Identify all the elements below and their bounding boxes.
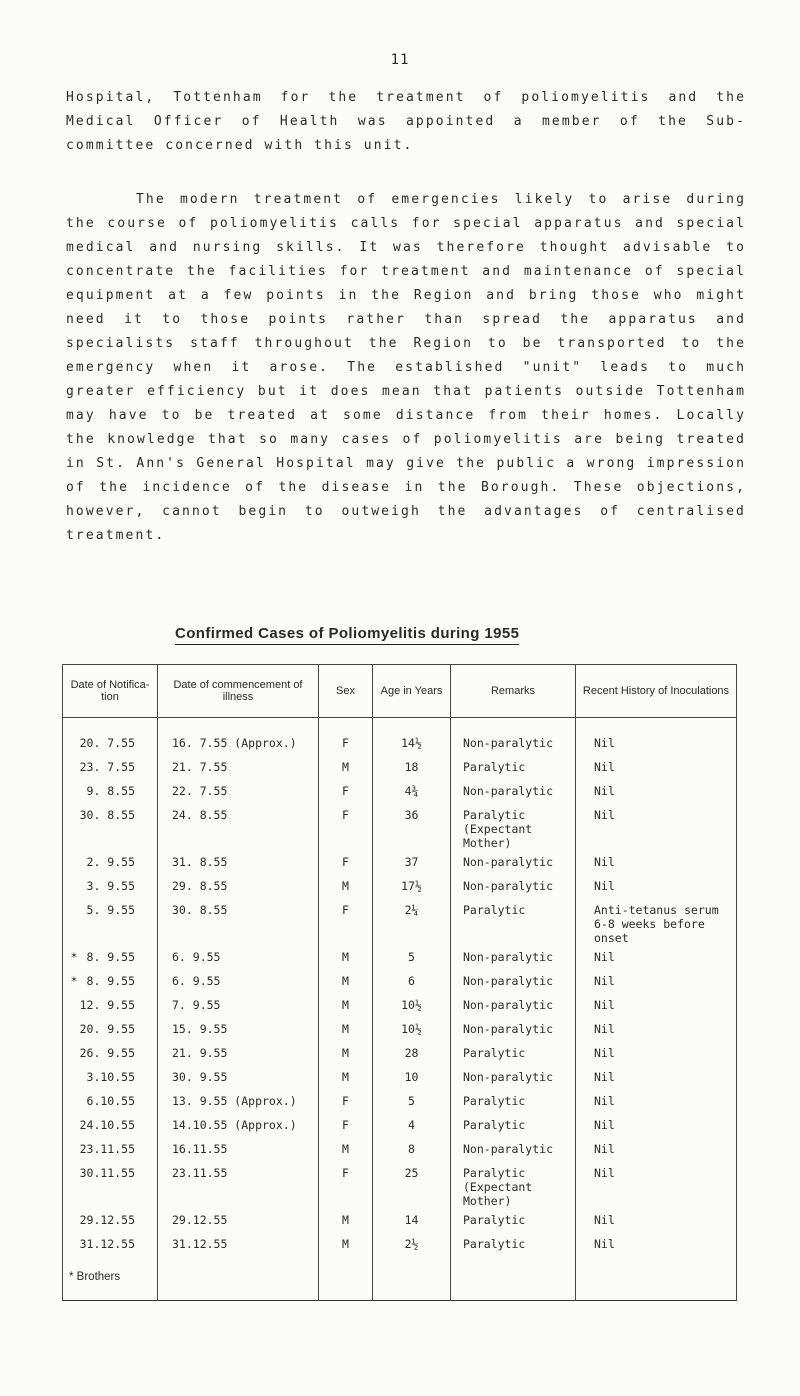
footnote: * Brothers xyxy=(63,1256,158,1301)
sex-cell: M xyxy=(319,993,373,1017)
notification-date-value: 3.10.55 xyxy=(86,1070,135,1084)
notification-date-value: 6.10.55 xyxy=(86,1094,135,1108)
sex-cell: F xyxy=(319,718,373,756)
sex-cell: M xyxy=(319,945,373,969)
table-row xyxy=(63,779,737,803)
table-row xyxy=(63,1065,737,1089)
notification-date-cell xyxy=(63,1017,158,1041)
age-cell: 14½ xyxy=(373,718,451,756)
notification-date-value: 26. 9.55 xyxy=(79,1046,135,1060)
inoculation-history-cell: Nil xyxy=(576,718,737,756)
empty-cell xyxy=(373,1256,451,1301)
age-cell: 2¼ xyxy=(373,898,451,945)
commencement-date-cell: 6. 9.55 xyxy=(158,945,319,969)
table-row xyxy=(63,945,737,969)
body-paragraph-2: The modern treatment of emergencies likely to arise during the course of poliomyelitis calls for special apparatus and special medical and nursing skills. It was therefore thought advisable to concentrate the facilities for treatment and maintenance of special equipment at a few points in the Region and bring those who might need it to those points rather than spread the apparatus and specialists staff throughout the Region to be transported to the emergency when it arose. The established "unit" leads to much greater efficiency but it does mean that patients outside Tottenham may have to be treated at some distance from their homes. Locally the knowledge that so many cases of poliomyelitis are being treated in St. Ann's General Hospital may give the public a wrong impression of the incidence of the disease in the Borough. These objections, however, cannot begin to outweigh the advantages of centralised treatment. xyxy=(66,192,746,543)
commencement-date-cell: 6. 9.55 xyxy=(158,969,319,993)
age-cell: 25 xyxy=(373,1161,451,1208)
notification-date-value: 3. 9.55 xyxy=(86,879,135,893)
notification-date-cell xyxy=(63,898,158,945)
inoculation-history-cell: Nil xyxy=(576,1208,737,1232)
notification-date-cell xyxy=(63,850,158,874)
commencement-date-cell: 21. 7.55 xyxy=(158,755,319,779)
commencement-date-cell: 13. 9.55 (Approx.) xyxy=(158,1089,319,1113)
sex-cell: F xyxy=(319,803,373,850)
poliomyelitis-cases-table xyxy=(62,664,737,1301)
age-cell: 5 xyxy=(373,945,451,969)
remarks-cell: Non-paralytic xyxy=(451,850,576,874)
remarks-cell: Paralytic xyxy=(451,755,576,779)
notification-date-cell xyxy=(63,1065,158,1089)
inoculation-history-cell: Nil xyxy=(576,969,737,993)
table-row xyxy=(63,755,737,779)
footnote-row xyxy=(63,1256,737,1301)
notification-date-value: 29.12.55 xyxy=(79,1213,135,1227)
notification-date-value: 8. 9.55 xyxy=(86,950,135,964)
commencement-date-cell: 31.12.55 xyxy=(158,1232,319,1256)
remarks-cell: Paralytic xyxy=(451,1113,576,1137)
commencement-date-cell: 7. 9.55 xyxy=(158,993,319,1017)
sex-cell: M xyxy=(319,1208,373,1232)
sex-cell: M xyxy=(319,755,373,779)
remarks-cell: Non-paralytic xyxy=(451,1137,576,1161)
commencement-date-cell: 30. 8.55 xyxy=(158,898,319,945)
notification-date-cell xyxy=(63,718,158,756)
commencement-date-cell: 16.11.55 xyxy=(158,1137,319,1161)
notification-date-value: 9. 8.55 xyxy=(86,784,135,798)
sex-cell: M xyxy=(319,969,373,993)
notification-date-value: 31.12.55 xyxy=(79,1237,135,1251)
inoculation-history-cell: Nil xyxy=(576,755,737,779)
notification-date-cell xyxy=(63,993,158,1017)
age-cell: 28 xyxy=(373,1041,451,1065)
table-header-row xyxy=(63,665,737,718)
notification-date-value: 2. 9.55 xyxy=(86,855,135,869)
table-row xyxy=(63,803,737,850)
inoculation-history-cell: Anti-tetanus serum 6-8 weeks before onset xyxy=(576,898,737,945)
sex-cell: M xyxy=(319,1065,373,1089)
age-cell: 10 xyxy=(373,1065,451,1089)
header-sex: Sex xyxy=(319,665,373,718)
commencement-date-cell: 22. 7.55 xyxy=(158,779,319,803)
table-body xyxy=(63,718,737,1301)
header-commencement-date: Date of commencement of illness xyxy=(158,665,319,718)
notification-date-value: 23. 7.55 xyxy=(79,760,135,774)
sex-cell: M xyxy=(319,1017,373,1041)
sex-cell: F xyxy=(319,1089,373,1113)
inoculation-history-cell: Nil xyxy=(576,1017,737,1041)
sex-cell: M xyxy=(319,1232,373,1256)
commencement-date-cell: 30. 9.55 xyxy=(158,1065,319,1089)
notification-date-cell xyxy=(63,1208,158,1232)
remarks-cell: Non-paralytic xyxy=(451,779,576,803)
notification-date-cell xyxy=(63,803,158,850)
remarks-cell: Paralytic (Expectant Mother) xyxy=(451,1161,576,1208)
inoculation-history-cell: Nil xyxy=(576,779,737,803)
page-number: 11 xyxy=(390,52,410,68)
inoculation-history-cell: Nil xyxy=(576,945,737,969)
age-cell: 4¾ xyxy=(373,779,451,803)
remarks-cell: Paralytic xyxy=(451,1041,576,1065)
notification-date-value: 30.11.55 xyxy=(79,1166,135,1180)
sex-cell: F xyxy=(319,1113,373,1137)
notification-date-cell xyxy=(63,1041,158,1065)
notification-date-value: 24.10.55 xyxy=(79,1118,135,1132)
empty-cell xyxy=(451,1256,576,1301)
remarks-cell: Paralytic xyxy=(451,1208,576,1232)
header-notification-date: Date of Notifica- tion xyxy=(63,665,158,718)
notification-date-cell xyxy=(63,1137,158,1161)
remarks-cell: Paralytic xyxy=(451,1089,576,1113)
empty-cell xyxy=(158,1256,319,1301)
commencement-date-cell: 14.10.55 (Approx.) xyxy=(158,1113,319,1137)
notification-date-cell xyxy=(63,1161,158,1208)
age-cell: 4 xyxy=(373,1113,451,1137)
inoculation-history-cell: Nil xyxy=(576,850,737,874)
table-row xyxy=(63,874,737,898)
table-row xyxy=(63,1017,737,1041)
age-cell: 8 xyxy=(373,1137,451,1161)
table-title: Confirmed Cases of Poliomyelitis during 1955 xyxy=(175,625,519,645)
sex-cell: M xyxy=(319,1137,373,1161)
notification-date-value: 5. 9.55 xyxy=(86,903,135,917)
commencement-date-cell: 24. 8.55 xyxy=(158,803,319,850)
age-cell: 14 xyxy=(373,1208,451,1232)
notification-date-cell xyxy=(63,1089,158,1113)
table-row xyxy=(63,850,737,874)
notification-date-cell: * 8. 9.55 xyxy=(63,945,158,969)
age-cell: 6 xyxy=(373,969,451,993)
inoculation-history-cell: Nil xyxy=(576,1161,737,1208)
age-cell: 17½ xyxy=(373,874,451,898)
age-cell: 18 xyxy=(373,755,451,779)
body-paragraph-1: Hospital, Tottenham for the treatment of poliomyelitis and the Medical Officer of Health was appointed a member of the Sub-committee concerned with this unit. xyxy=(66,90,746,153)
notification-date-cell: * 8. 9.55 xyxy=(63,969,158,993)
table-row xyxy=(63,1089,737,1113)
age-cell: 5 xyxy=(373,1089,451,1113)
table-row xyxy=(63,1137,737,1161)
commencement-date-cell: 16. 7.55 (Approx.) xyxy=(158,718,319,756)
table-row xyxy=(63,1041,737,1065)
table-row xyxy=(63,898,737,945)
inoculation-history-cell: Nil xyxy=(576,803,737,850)
empty-cell xyxy=(319,1256,373,1301)
header-remarks: Remarks xyxy=(451,665,576,718)
remarks-cell: Non-paralytic xyxy=(451,874,576,898)
age-cell: 10½ xyxy=(373,993,451,1017)
remarks-cell: Non-paralytic xyxy=(451,1065,576,1089)
sex-cell: F xyxy=(319,1161,373,1208)
header-age: Age in Years xyxy=(373,665,451,718)
age-cell: 10½ xyxy=(373,1017,451,1041)
remarks-cell: Paralytic xyxy=(451,898,576,945)
inoculation-history-cell: Nil xyxy=(576,993,737,1017)
sex-cell: M xyxy=(319,874,373,898)
notification-date-cell xyxy=(63,1232,158,1256)
notification-date-value: 20. 7.55 xyxy=(79,736,135,750)
inoculation-history-cell: Nil xyxy=(576,1041,737,1065)
remarks-cell: Non-paralytic xyxy=(451,718,576,756)
sex-cell: F xyxy=(319,779,373,803)
remarks-cell: Paralytic xyxy=(451,1232,576,1256)
sex-cell: M xyxy=(319,1041,373,1065)
notification-date-cell xyxy=(63,874,158,898)
notification-date-value: 8. 9.55 xyxy=(86,974,135,988)
age-cell: 36 xyxy=(373,803,451,850)
commencement-date-cell: 15. 9.55 xyxy=(158,1017,319,1041)
notification-date-cell xyxy=(63,755,158,779)
remarks-cell: Non-paralytic xyxy=(451,945,576,969)
commencement-date-cell: 29.12.55 xyxy=(158,1208,319,1232)
notification-date-value: 30. 8.55 xyxy=(79,808,135,822)
table-row xyxy=(63,1161,737,1208)
notification-date-cell xyxy=(63,779,158,803)
table-row xyxy=(63,718,737,756)
header-inoculation-history: Recent History of Inoculations xyxy=(576,665,737,718)
age-cell: 2½ xyxy=(373,1232,451,1256)
table-row xyxy=(63,969,737,993)
table-row xyxy=(63,993,737,1017)
inoculation-history-cell: Nil xyxy=(576,1113,737,1137)
remarks-cell: Paralytic (Expectant Mother) xyxy=(451,803,576,850)
inoculation-history-cell: Nil xyxy=(576,1137,737,1161)
commencement-date-cell: 29. 8.55 xyxy=(158,874,319,898)
remarks-cell: Non-paralytic xyxy=(451,993,576,1017)
age-cell: 37 xyxy=(373,850,451,874)
remarks-cell: Non-paralytic xyxy=(451,969,576,993)
notification-date-value: 23.11.55 xyxy=(79,1142,135,1156)
inoculation-history-cell: Nil xyxy=(576,1089,737,1113)
sex-cell: F xyxy=(319,898,373,945)
notification-date-cell xyxy=(63,1113,158,1137)
commencement-date-cell: 31. 8.55 xyxy=(158,850,319,874)
inoculation-history-cell: Nil xyxy=(576,1232,737,1256)
commencement-date-cell: 21. 9.55 xyxy=(158,1041,319,1065)
sex-cell: F xyxy=(319,850,373,874)
commencement-date-cell: 23.11.55 xyxy=(158,1161,319,1208)
remarks-cell: Non-paralytic xyxy=(451,1017,576,1041)
empty-cell xyxy=(576,1256,737,1301)
inoculation-history-cell: Nil xyxy=(576,874,737,898)
table-row xyxy=(63,1208,737,1232)
table-row xyxy=(63,1232,737,1256)
table-row xyxy=(63,1113,737,1137)
inoculation-history-cell: Nil xyxy=(576,1065,737,1089)
notification-date-value: 12. 9.55 xyxy=(79,998,135,1012)
notification-date-value: 20. 9.55 xyxy=(79,1022,135,1036)
